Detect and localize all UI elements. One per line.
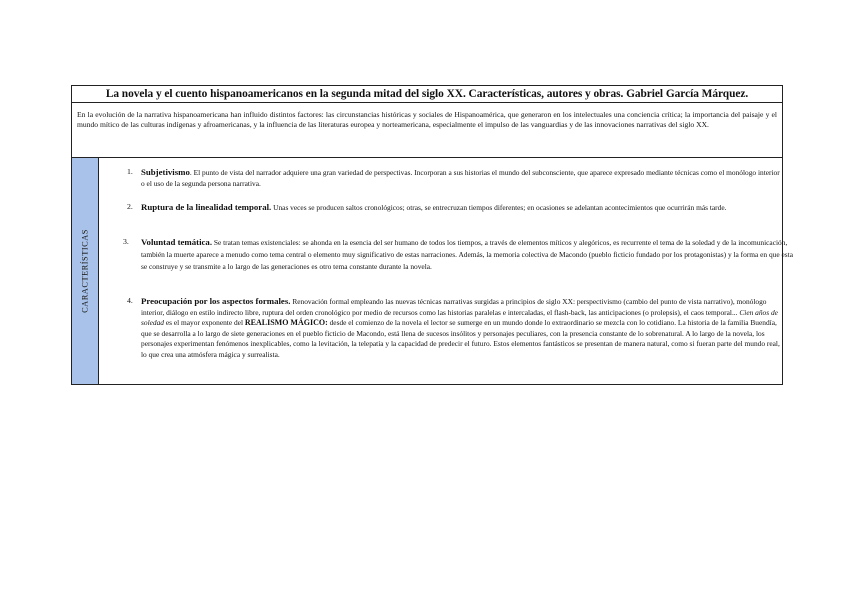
list-item-voluntad	[123, 236, 793, 274]
work-title: Cien años de soledad	[141, 307, 778, 328]
side-band	[72, 158, 99, 384]
characteristics-list	[99, 158, 793, 384]
item-number: 4.	[127, 296, 133, 305]
item-text: . El punto de vista del narrador adquiere una gran variedad de perspectivas. Incorporan a sus historias el mundo del subconsciente, que aparece expresado mediante técnicas como el monólogo interior o el uso de la segunda persona narrativa.	[141, 168, 780, 188]
title-row	[72, 86, 782, 103]
list-item-preocupacion	[127, 296, 781, 361]
document-table	[71, 85, 793, 385]
side-label: CARACTERÍSTICAS	[80, 229, 90, 313]
item-heading: Preocupación por los aspectos formales.	[141, 296, 291, 306]
item-heading: Ruptura de la linealidad temporal.	[141, 202, 272, 212]
item-heading: Subjetivismo	[141, 167, 190, 177]
list-item-subjetivismo	[127, 167, 781, 189]
list-item-ruptura	[127, 202, 781, 214]
intro-paragraph: En la evolución de la narrativa hispanoamericana han influido distintos factores: las circunstancias históricas y sociales de Hispanoamérica, que generaron en los intelectuales una conciencia crítica; la importancia del paisaje y el mundo mítico de las culturas indígenas y afroamericanas, y la influencia de las literaturas europea y norteamericana, especialmente el impulso de las vanguardias y de las innovaciones narrativas del siglo XX.	[72, 103, 782, 158]
item-heading: Voluntad temática.	[141, 237, 213, 247]
characteristics-section	[72, 158, 793, 384]
item-number: 1.	[127, 167, 133, 176]
item-text-final: desde el comienzo de la novela el lector se sumerge en un mundo donde lo extraordinario se mezcla con lo cotidiano. La historia de la familia Buendía, que se desarrolla a lo largo de siete generaciones en el pueblo ficticio de Macondo, está llena de sucesos insólitos y personajes peculiares, con la presencia constante de lo sobrenatural. A lo largo de la novela, los personajes experimentan fenómenos inexplicables, como la levitación, la telepatía y la capacidad de predecir el futuro. Estos elementos fantásticos se presentan de manera natural, como si fueran parte del mundo real, lo que crea una atmósfera mágica y surrealista.	[141, 318, 780, 359]
item-number: 3.	[123, 237, 129, 246]
item-text-continued: es el mayor exponente del	[164, 318, 245, 328]
item-text: Unas veces se producen saltos cronológicos; otras, se entrecruzan tiempos diferentes; en ocasiones se adelantan acontecimientos que ocurrirán más tarde.	[273, 203, 727, 212]
item-number: 2.	[127, 202, 133, 211]
item-text: Se tratan temas existenciales: se ahonda en la esencia del ser humano de todos los tiempos, a través de elementos míticos y alegóricos, es recurrente el tema de la soledad y de la incomunicación, también la muerte aparece a menudo como tema central o elemento muy significativo de estas narraciones. Además, la memoria colectiva de Macondo (pueblo ficticio fundado por los protagonistas) y la forma en que esta se construye y se transmite a lo largo de las generaciones es otro tema constante durante la novela.	[141, 238, 793, 272]
document-title: La novela y el cuento hispanoamericanos en la segunda mitad del siglo XX. Características, autores y obras. Gabriel García Márquez.	[105, 88, 749, 100]
movement-name: REALISMO MÁGICO:	[244, 318, 328, 328]
item-text: Renovación formal empleando las nuevas técnicas narrativas surgidas a principios de siglo XX: perspectivismo (cambio del punto de vista narrativo), monólogo interior, diálogo en estilo indirecto libre, ruptura del orden cronológico por medio de recursos como las historias paralelas e intercaladas, el flash-back, las anticipaciones (o prolepsis), el caos temporal...	[141, 297, 767, 317]
